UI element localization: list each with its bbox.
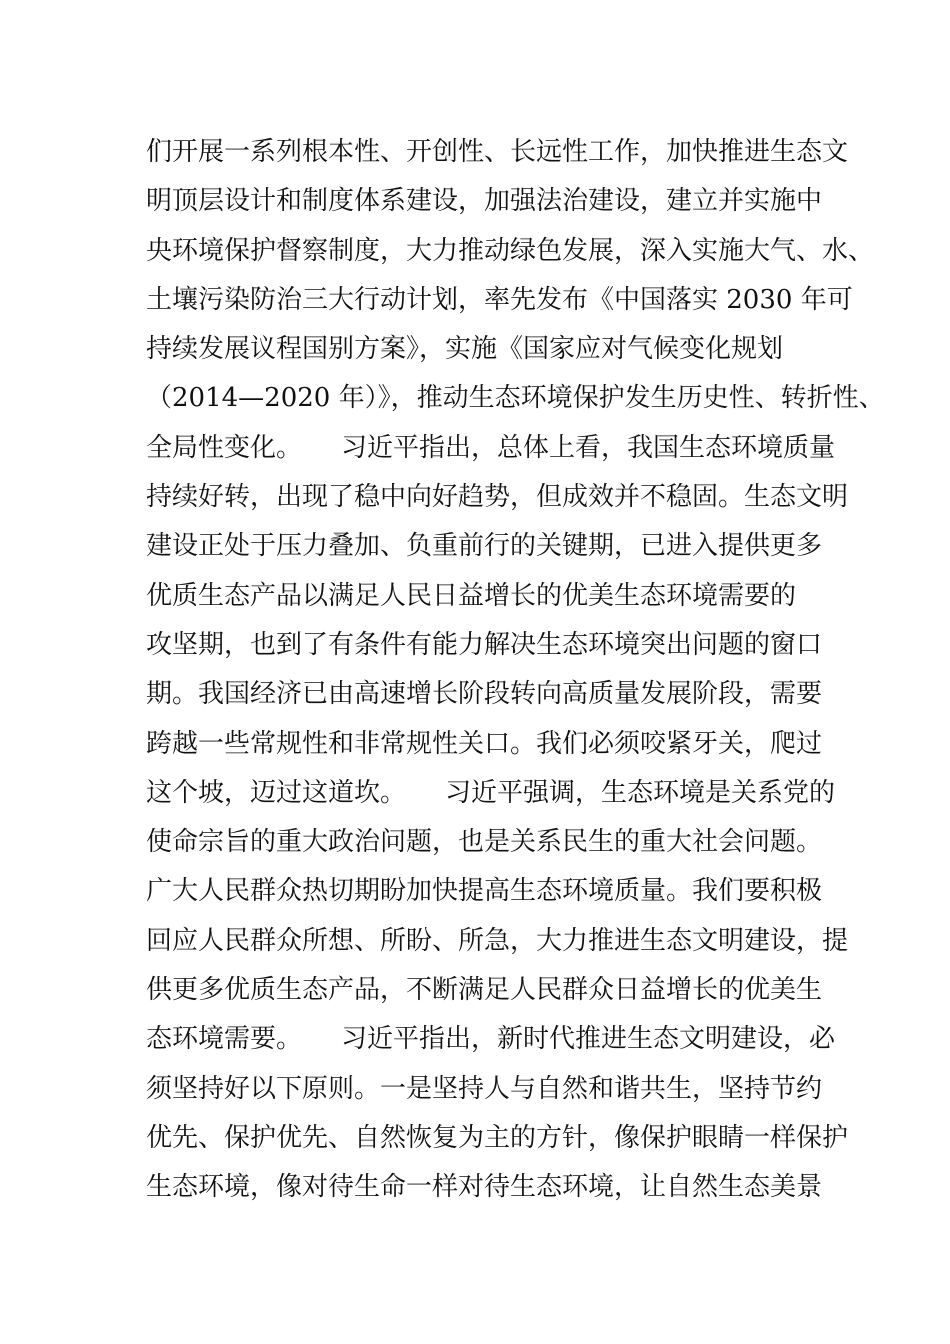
text-line: 广大人民群众热切期盼加快提高生态环境质量。我们要积极 — [146, 876, 823, 907]
text-line: 建设正处于压力叠加、负重前行的关键期，已进入提供更多 — [146, 531, 823, 562]
text-line: 全局性变化。 习近平指出，总体上看，我国生态环境质量 — [146, 432, 836, 463]
text-line: 央环境保护督察制度，大力推动绿色发展，深入实施大气、水、 — [146, 235, 875, 266]
text-line: 生态环境，像对待生命一样对待生态环境，让自然生态美景 — [146, 1172, 823, 1203]
text-line: 回应人民群众所想、所盼、所急，大力推进生态文明建设，提 — [146, 925, 849, 956]
text-line: 期。我国经济已由高速增长阶段转向高质量发展阶段，需要 — [146, 679, 823, 710]
text-line: 优质生态产品以满足人民日益增长的优美生态环境需要的 — [146, 580, 797, 611]
text-line: 攻坚期，也到了有条件有能力解决生态环境突出问题的窗口 — [146, 629, 823, 660]
text-line: 持续好转，出现了稳中向好趋势，但成效并不稳固。生态文明 — [146, 482, 849, 513]
body-text — [146, 128, 885, 1213]
text-line: 须坚持好以下原则。一是坚持人与自然和谐共生，坚持节约 — [146, 1073, 823, 1104]
text-line: 供更多优质生态产品，不断满足人民群众日益增长的优美生 — [146, 975, 823, 1006]
text-line: 跨越一些常规性和非常规性关口。我们必须咬紧牙关，爬过 — [146, 728, 823, 759]
text-line: 态环境需要。 习近平指出，新时代推进生态文明建设，必 — [146, 1024, 836, 1055]
text-line: 们开展一系列根本性、开创性、长远性工作，加快推进生态文 — [146, 137, 849, 167]
text-line: 优先、保护优先、自然恢复为主的方针，像保护眼睛一样保护 — [146, 1122, 849, 1153]
text-line: 土壤污染防治三大行动计划，率先发布《中国落实 2030 年可 — [146, 284, 853, 315]
text-line: 使命宗旨的重大政治问题，也是关系民生的重大社会问题。 — [146, 827, 823, 858]
text-line: 明顶层设计和制度体系建设，加强法治建设，建立并实施中 — [146, 186, 823, 217]
text-line: （2014—2020 年）》，推动生态环境保护发生历史性、转折性、 — [146, 383, 885, 414]
text-line: 持续发展议程国别方案》，实施《国家应对气候变化规划 — [146, 334, 784, 365]
text-line: 这个坡，迈过这道坎。 习近平强调，生态环境是关系党的 — [146, 777, 836, 808]
